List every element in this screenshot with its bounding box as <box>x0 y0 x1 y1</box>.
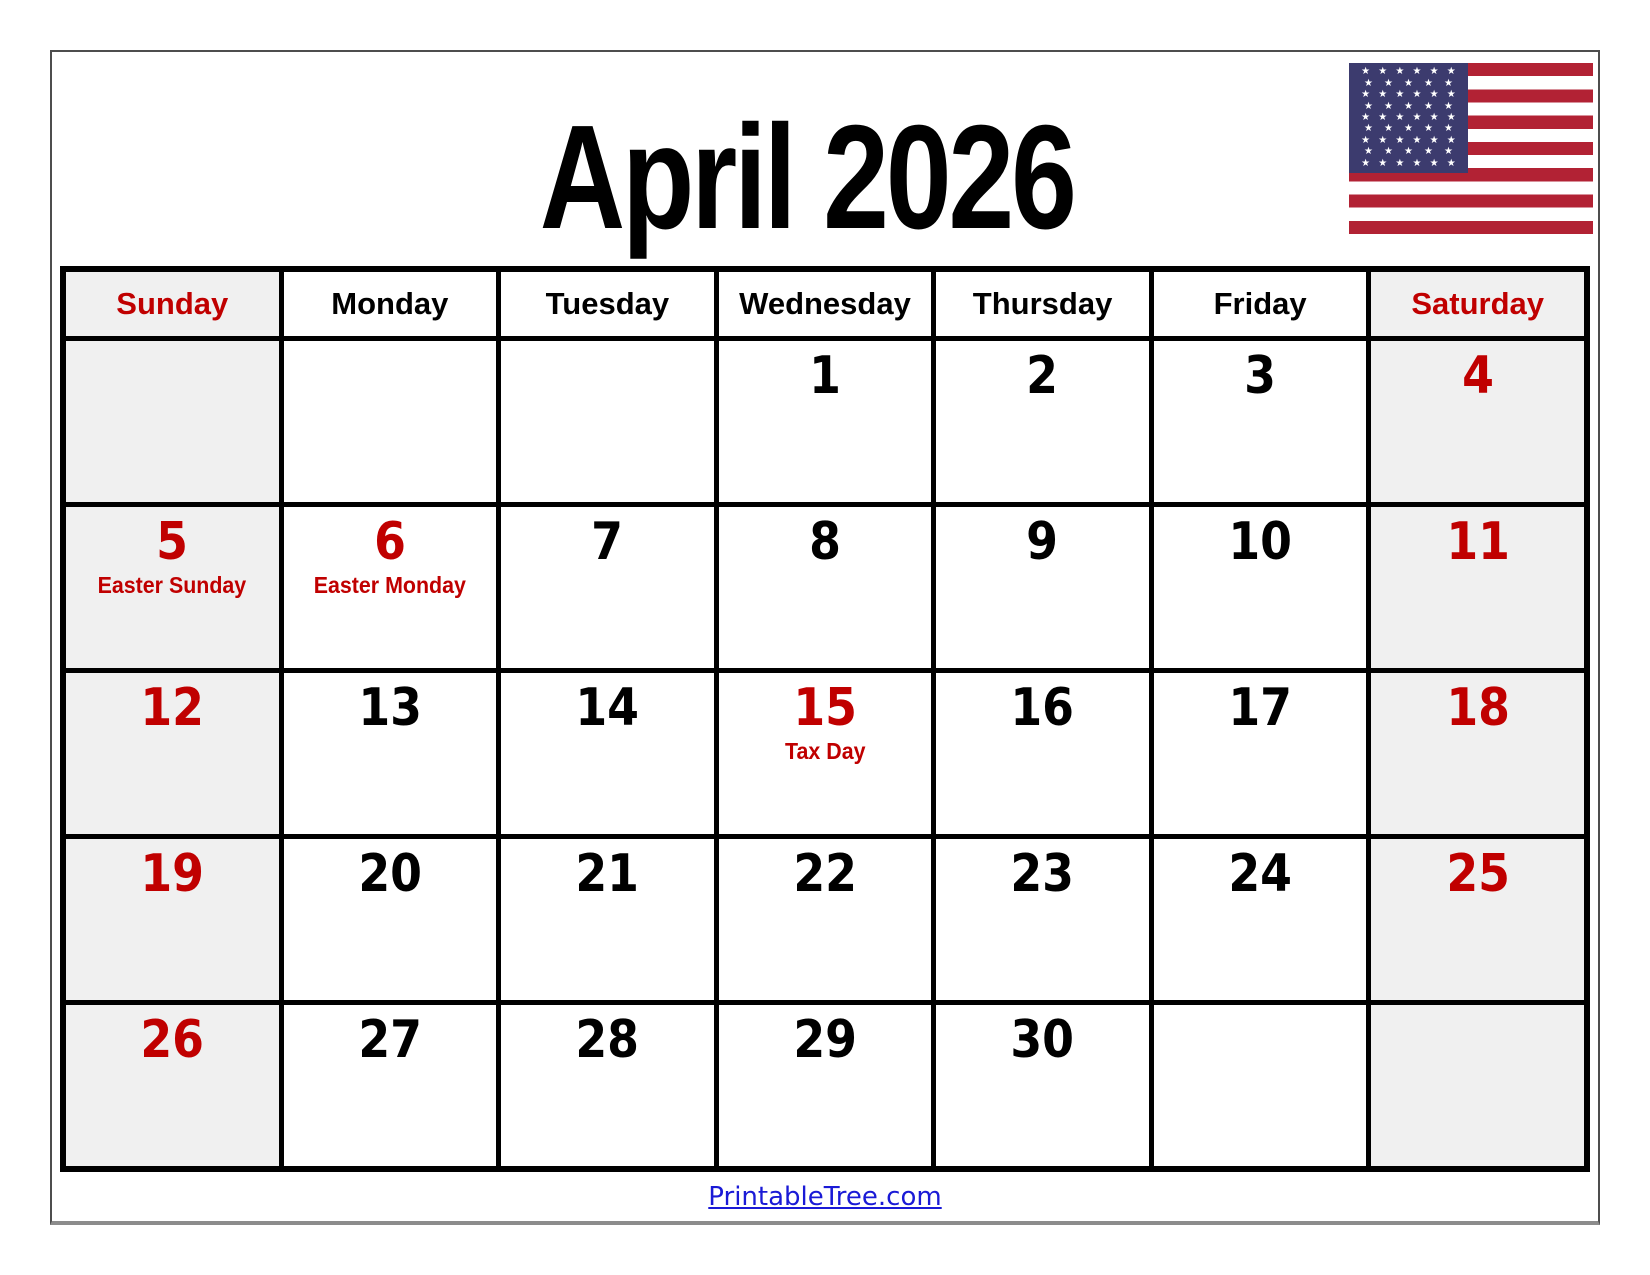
day-number-line <box>719 346 932 406</box>
star-icon: ★ <box>1429 111 1439 123</box>
day-cell-12 <box>66 673 279 834</box>
day-number-line <box>936 678 1149 738</box>
flag-star-row <box>1353 136 1464 146</box>
star-icon: ★ <box>1395 111 1405 123</box>
star-icon: ★ <box>1364 100 1373 112</box>
day-number-line <box>936 1010 1149 1070</box>
day-cell-11 <box>1371 507 1584 668</box>
day-cell-2 <box>936 341 1149 502</box>
flag-star-row <box>1353 102 1464 112</box>
day-cell-10 <box>1154 507 1367 668</box>
day-cell-13 <box>284 673 497 834</box>
flag-star-row <box>1353 90 1464 100</box>
day-cell-29 <box>719 1005 932 1166</box>
star-icon: ★ <box>1395 89 1405 101</box>
day-number-line <box>66 678 279 738</box>
day-cell-9 <box>936 507 1149 668</box>
weekday-header-tuesday: Tuesday <box>501 272 714 336</box>
star-icon: ★ <box>1446 157 1456 169</box>
day-number-line <box>936 512 1149 572</box>
day-number-line <box>1371 844 1584 904</box>
flag-star-row <box>1353 79 1464 89</box>
day-number-line <box>936 346 1149 406</box>
day-number: 10 <box>1228 512 1292 572</box>
day-cell-23 <box>936 839 1149 1000</box>
page-title: April 2026 <box>539 95 1074 260</box>
day-number: 19 <box>140 844 205 904</box>
day-number-line <box>1154 844 1367 904</box>
weekday-header-sunday: Sunday <box>66 272 279 336</box>
holiday-line <box>284 572 497 599</box>
day-number: 7 <box>591 512 624 572</box>
day-cell-21 <box>501 839 714 1000</box>
day-number-line <box>1154 346 1367 406</box>
star-icon: ★ <box>1412 111 1422 123</box>
star-icon: ★ <box>1384 77 1393 89</box>
star-icon: ★ <box>1446 89 1456 101</box>
day-number: 11 <box>1445 512 1510 572</box>
day-number: 21 <box>575 844 640 904</box>
day-number: 20 <box>357 844 422 904</box>
day-cell-26 <box>66 1005 279 1166</box>
star-icon: ★ <box>1446 134 1456 146</box>
holiday-label: Tax Day <box>784 737 866 764</box>
day-number: 30 <box>1010 1010 1075 1070</box>
star-icon: ★ <box>1423 123 1433 135</box>
day-cell-24 <box>1154 839 1367 1000</box>
star-icon: ★ <box>1429 66 1439 78</box>
day-cell-17 <box>1154 673 1367 834</box>
us-flag-icon <box>1349 63 1593 234</box>
star-icon: ★ <box>1378 66 1388 78</box>
day-number-line <box>284 844 497 904</box>
day-number: 18 <box>1445 678 1510 738</box>
holiday-line <box>66 572 279 599</box>
day-number: 14 <box>575 678 640 738</box>
footer-link[interactable]: PrintableTree.com <box>708 1182 942 1212</box>
star-icon: ★ <box>1446 66 1456 78</box>
day-number-line <box>1154 678 1367 738</box>
day-number: 5 <box>156 512 189 572</box>
day-number-line <box>501 512 714 572</box>
flag-star-row <box>1353 67 1464 77</box>
flag-canton <box>1349 63 1468 173</box>
star-icon: ★ <box>1443 77 1453 89</box>
star-icon: ★ <box>1378 134 1388 146</box>
day-cell-empty <box>66 341 279 502</box>
day-number-line <box>66 512 279 572</box>
star-icon: ★ <box>1395 134 1405 146</box>
star-icon: ★ <box>1429 157 1439 169</box>
day-number: 2 <box>1026 346 1059 406</box>
flag-star-row <box>1353 113 1464 123</box>
day-cell-6 <box>284 507 497 668</box>
day-cell-20 <box>284 839 497 1000</box>
star-icon: ★ <box>1384 146 1393 158</box>
day-cell-28 <box>501 1005 714 1166</box>
day-number-line <box>1154 512 1367 572</box>
star-icon: ★ <box>1384 100 1393 112</box>
flag-star-row <box>1353 124 1464 134</box>
day-number-line <box>1371 512 1584 572</box>
star-icon: ★ <box>1395 66 1405 78</box>
star-icon: ★ <box>1423 77 1433 89</box>
star-icon: ★ <box>1423 100 1433 112</box>
day-number: 1 <box>809 346 841 406</box>
day-number: 23 <box>1010 844 1075 904</box>
day-cell-empty <box>1154 1005 1367 1166</box>
star-icon: ★ <box>1412 66 1422 78</box>
day-number: 16 <box>1010 678 1075 738</box>
star-icon: ★ <box>1429 134 1439 146</box>
day-cell-empty <box>501 341 714 502</box>
day-number-line <box>719 512 932 572</box>
star-icon: ★ <box>1378 111 1388 123</box>
day-cell-15 <box>719 673 932 834</box>
star-icon: ★ <box>1361 111 1371 123</box>
star-icon: ★ <box>1412 157 1422 169</box>
day-number: 26 <box>140 1010 205 1070</box>
star-icon: ★ <box>1361 157 1371 169</box>
star-icon: ★ <box>1412 89 1422 101</box>
day-cell-5 <box>66 507 279 668</box>
day-number: 24 <box>1228 844 1292 904</box>
calendar-grid <box>60 266 1590 1172</box>
star-icon: ★ <box>1423 146 1433 158</box>
day-number-line <box>936 844 1149 904</box>
day-cell-25 <box>1371 839 1584 1000</box>
holiday-line <box>719 738 932 765</box>
day-number: 9 <box>1026 512 1059 572</box>
star-icon: ★ <box>1378 157 1388 169</box>
day-number: 22 <box>793 844 857 904</box>
star-icon: ★ <box>1378 89 1388 101</box>
star-icon: ★ <box>1361 66 1371 78</box>
day-cell-4 <box>1371 341 1584 502</box>
star-icon: ★ <box>1364 123 1373 135</box>
star-icon: ★ <box>1403 146 1413 158</box>
day-cell-18 <box>1371 673 1584 834</box>
star-icon: ★ <box>1395 157 1405 169</box>
weekday-header-friday: Friday <box>1154 272 1367 336</box>
holiday-label: Easter Monday <box>313 571 466 598</box>
star-icon: ★ <box>1364 146 1373 158</box>
star-icon: ★ <box>1364 77 1373 89</box>
day-cell-14 <box>501 673 714 834</box>
day-number: 17 <box>1228 678 1292 738</box>
day-number: 13 <box>357 678 422 738</box>
day-number-line <box>719 844 932 904</box>
weekday-header-thursday: Thursday <box>936 272 1149 336</box>
weekday-header-saturday: Saturday <box>1371 272 1584 336</box>
day-cell-1 <box>719 341 932 502</box>
day-number-line <box>66 844 279 904</box>
star-icon: ★ <box>1361 134 1371 146</box>
footer <box>0 1182 1650 1212</box>
day-number: 28 <box>575 1010 640 1070</box>
day-cell-empty <box>284 341 497 502</box>
day-cell-16 <box>936 673 1149 834</box>
day-number-line <box>501 1010 714 1070</box>
day-cell-30 <box>936 1005 1149 1166</box>
star-icon: ★ <box>1384 123 1393 135</box>
star-icon: ★ <box>1446 111 1456 123</box>
day-number: 4 <box>1461 346 1494 406</box>
day-number: 12 <box>140 678 205 738</box>
day-number: 29 <box>793 1010 857 1070</box>
day-cell-empty <box>1371 1005 1584 1166</box>
flag-star-row <box>1353 147 1464 157</box>
star-icon: ★ <box>1443 123 1453 135</box>
day-number-line <box>284 1010 497 1070</box>
day-cell-7 <box>501 507 714 668</box>
day-number-line <box>719 678 932 738</box>
star-icon: ★ <box>1361 89 1371 101</box>
day-cell-19 <box>66 839 279 1000</box>
day-number: 27 <box>357 1010 422 1070</box>
day-cell-22 <box>719 839 932 1000</box>
day-number-line <box>1371 678 1584 738</box>
day-number-line <box>66 1010 279 1070</box>
day-number: 15 <box>793 678 857 738</box>
day-cell-3 <box>1154 341 1367 502</box>
day-number-line <box>284 678 497 738</box>
star-icon: ★ <box>1443 100 1453 112</box>
day-cell-8 <box>719 507 932 668</box>
weekday-header-wednesday: Wednesday <box>719 272 932 336</box>
flag-star-row <box>1353 159 1464 169</box>
weekday-header-monday: Monday <box>284 272 497 336</box>
day-number: 25 <box>1445 844 1510 904</box>
holiday-label: Easter Sunday <box>97 571 247 598</box>
day-number: 8 <box>809 512 841 572</box>
day-number: 6 <box>373 512 406 572</box>
day-number-line <box>501 844 714 904</box>
star-icon: ★ <box>1443 146 1453 158</box>
day-number-line <box>284 512 497 572</box>
star-icon: ★ <box>1429 89 1439 101</box>
star-icon: ★ <box>1403 77 1413 89</box>
day-number-line <box>1371 346 1584 406</box>
star-icon: ★ <box>1403 100 1413 112</box>
day-number: 3 <box>1244 346 1277 406</box>
day-number-line <box>501 678 714 738</box>
day-number-line <box>719 1010 932 1070</box>
star-icon: ★ <box>1403 123 1413 135</box>
day-cell-27 <box>284 1005 497 1166</box>
star-icon: ★ <box>1412 134 1422 146</box>
